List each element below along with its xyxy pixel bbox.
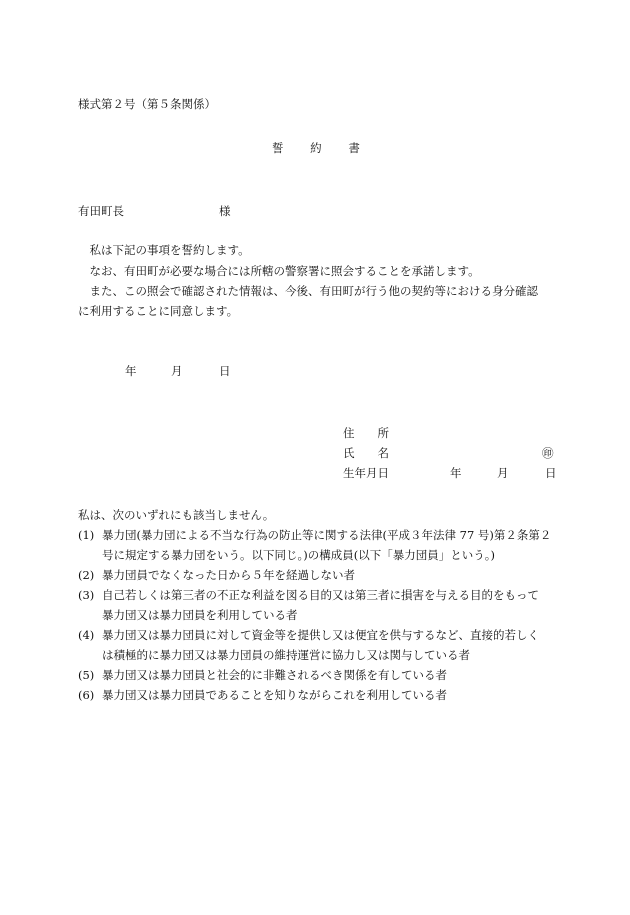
- item-text-line: 暴力団(暴力団による不当な行為の防止等に関する法律(平成３年法律 77 号)第２条第２: [102, 528, 552, 542]
- item-number: (4): [78, 628, 95, 642]
- birthdate-year: 年: [450, 466, 462, 480]
- date-month: 月: [171, 364, 183, 378]
- title-char-1: 誓: [272, 141, 284, 155]
- birthdate-day: 日: [545, 466, 557, 480]
- addressee-suffix: 様: [219, 204, 231, 218]
- title-char-3: 書: [348, 141, 360, 155]
- item-text-line: 暴力団員でなくなった日から５年を経過しない者: [102, 568, 355, 582]
- form-label: 様式第２号（第５条関係）: [78, 97, 216, 111]
- body-paragraph-3-line-1: また、この照会で確認された情報は、今後、有田町が行う他の契約等における身分確認: [78, 284, 538, 298]
- body-paragraph-2: なお、有田町が必要な場合には所轄の警察署に照会することを承諾します。: [78, 264, 480, 278]
- addressee-name: 有田町長: [78, 204, 124, 218]
- item-number: (2): [78, 568, 95, 582]
- body-paragraph-1: 私は下記の事項を誓約します。: [78, 243, 250, 257]
- item-text-line: 自己若しくは第三者の不正な利益を図る目的又は第三者に損害を与える目的をもって: [102, 588, 539, 602]
- declaration-intro: 私は、次のいずれにも該当しません。: [78, 508, 275, 522]
- title-char-2: 約: [310, 141, 322, 155]
- address-label: 住 所: [343, 426, 389, 440]
- item-text-line: は積極的に暴力団又は暴力団員の維持運営に協力し又は関与している者: [102, 648, 470, 662]
- item-number: (5): [78, 668, 95, 682]
- item-text-line: 暴力団又は暴力団員に対して資金等を提供し又は便宜を供与するなど、直接的若しく: [102, 628, 539, 642]
- birthdate-label: 生年月日: [343, 466, 389, 480]
- date-year: 年: [125, 364, 137, 378]
- item-text-line: 暴力団又は暴力団員であることを知りながらこれを利用している者: [102, 688, 447, 702]
- body-paragraph-3-line-2: に利用することに同意します。: [78, 304, 239, 318]
- seal-mark: ㊞: [542, 446, 554, 460]
- item-text-line: 暴力団又は暴力団員を利用している者: [102, 608, 298, 622]
- item-number: (6): [78, 688, 95, 702]
- birthdate-month: 月: [497, 466, 509, 480]
- item-text-line: 号に規定する暴力団をいう。以下同じ。)の構成員(以下「暴力団員」という。): [102, 548, 495, 562]
- document-title: [272, 143, 360, 155]
- date-day: 日: [219, 364, 231, 378]
- item-number: (3): [78, 588, 95, 602]
- name-label: 氏 名: [343, 446, 389, 460]
- item-text-line: 暴力団又は暴力団員と社会的に非難されるべき関係を有している者: [102, 668, 447, 682]
- item-number: (1): [78, 528, 95, 542]
